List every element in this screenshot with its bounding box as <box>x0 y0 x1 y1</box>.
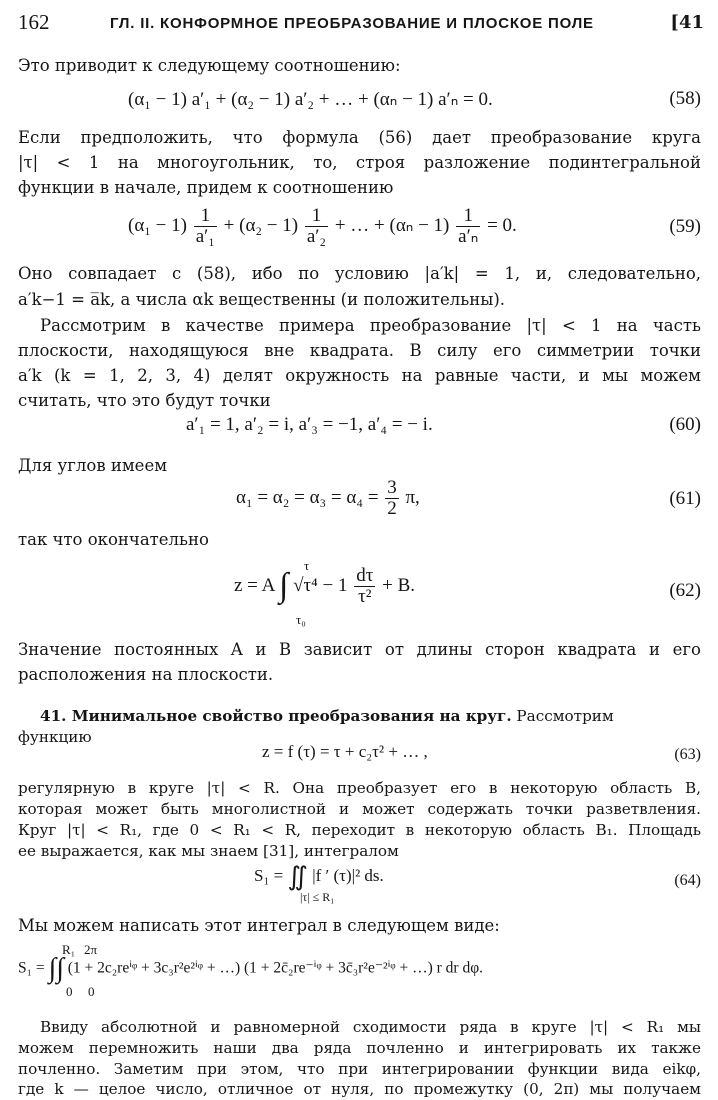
fraction-denominator: a′₁ <box>195 225 215 247</box>
text-line: a′k−1 = a̅k, а числа αk вещественны (и положительны). <box>18 290 506 309</box>
fraction-numerator: dτ <box>356 565 374 586</box>
fraction <box>354 566 375 607</box>
fraction <box>456 206 480 247</box>
equation-number-60: (60) <box>669 414 701 435</box>
equation-number-59: (59) <box>669 216 701 237</box>
eq65-body: (1 + 2c₂reⁱᵠ + 3c₃r²e²ⁱᵠ + …) (1 + 2c̄₂re⁻ⁱᵠ + 3c̄₃r²e⁻²ⁱᵠ + …) r dr dφ. <box>67 959 484 977</box>
eq64-part: |f ′ (τ)|² ds. <box>312 865 384 885</box>
section-marker: [41 <box>670 12 704 33</box>
eq65-part: S₁ = <box>18 959 45 977</box>
equation-65 <box>18 955 483 983</box>
text-line: расположения на плоскости. <box>18 665 274 684</box>
integral-lower-limit: 0 <box>88 984 95 999</box>
equation-61 <box>236 478 420 519</box>
text-line: Для углов имеем <box>18 456 168 475</box>
fraction-denominator: a′ₙ <box>458 225 479 247</box>
integral-lower-limit: τ₀ <box>296 612 306 627</box>
running-title: ГЛ. II. КОНФОРМНОЕ ПРЕОБРАЗОВАНИЕ И ПЛОСКОЕ ПОЛЕ <box>110 15 594 32</box>
eq62-part: z = A <box>234 574 275 596</box>
text-line: Если предположить, что формула (56) дает преобразование круга <box>18 128 701 147</box>
heading-rest: Рассмотрим <box>511 707 614 725</box>
equation-62 <box>234 566 415 607</box>
text-line: Оно совпадает с (58), ибо по условию |a′k| = 1, и, следовательно, <box>18 264 701 283</box>
equation-58: (α₁ − 1) a′₁ + (α₂ − 1) a′₂ + … + (αₙ − 1) a′ₙ = 0. <box>128 89 493 110</box>
section-heading <box>40 707 701 725</box>
equation-number-58: (58) <box>669 88 701 109</box>
text-line: Рассмотрим в качестве примера преобразование |τ| < 1 на часть <box>40 316 701 335</box>
text-line: Ввиду абсолютной и равномерной сходимости ряда в круге |τ| < R₁ мы <box>40 1018 701 1036</box>
fraction-numerator: 3 <box>387 477 397 498</box>
fraction <box>385 478 399 519</box>
integral-sign: ∫ <box>56 953 64 984</box>
eq61-part: π, <box>405 486 420 508</box>
text-line: |τ| < 1 на многоугольник, то, строя разложение подинтегральной <box>18 153 701 172</box>
integral-region: |τ| ≤ R₁ <box>300 890 335 904</box>
fraction-numerator: 1 <box>456 206 480 227</box>
fraction-numerator: 1 <box>194 206 217 227</box>
sqrt-expression: √τ⁴ − 1 <box>293 574 348 596</box>
text-line: регулярную в круге |τ| < R. Она преобразует его в некоторую область B, <box>18 779 701 797</box>
text-line: плоскости, находящуюся вне квадрата. В силу его симметрии точки <box>18 341 701 360</box>
integral-upper-limit: 2π <box>84 942 98 957</box>
text-line: можем перемножить наши два ряда почленно и интегрировать их также <box>18 1039 701 1057</box>
text-line: где k — целое число, отличное от нуля, по промежутку (0, 2π) мы получаем <box>18 1080 701 1098</box>
text-line: Круг |τ| < R₁, где 0 < R₁ < R, переходит в некоторую область B₁. Площадь <box>18 821 701 839</box>
equation-number-62: (62) <box>669 580 701 601</box>
text-line: функции в начале, придем к соотношению <box>18 178 394 197</box>
equation-64 <box>254 864 384 890</box>
equation-63: z = f (τ) = τ + c₂τ² + … , <box>262 742 428 761</box>
text-line: Мы можем написать этот интеграл в следующем виде: <box>18 916 500 935</box>
running-header <box>18 10 704 40</box>
eq64-part: S₁ = <box>254 865 284 885</box>
text-line: a′k (k = 1, 2, 3, 4) делят окружность на равные части, и мы можем <box>18 366 701 385</box>
section-title: 41. Минимальное свойство преобразования на круг. <box>40 707 512 725</box>
double-integral-sign: ∬ <box>287 862 308 891</box>
equation-number-61: (61) <box>669 488 701 509</box>
page-number: 162 <box>18 10 50 34</box>
equation-number-63: (63) <box>674 746 701 763</box>
integral-upper-limit: R₁ <box>62 942 76 957</box>
fraction <box>305 206 328 247</box>
eq62-part: + B. <box>382 574 416 596</box>
fraction-denominator: 2 <box>387 497 397 519</box>
text-line: так что окончательно <box>18 530 209 549</box>
integral-lower-limit: 0 <box>66 984 73 999</box>
eq59-part: + … + (αₙ − 1) <box>334 214 450 236</box>
integral-sign: ∫ <box>48 953 57 984</box>
eq61-part: α₁ = α₂ = α₃ = α₄ = <box>236 486 379 508</box>
fraction-denominator: a′₂ <box>306 225 327 247</box>
text-line: ее выражается, как мы знаем [31], интегралом <box>18 842 399 860</box>
equation-number-64: (64) <box>674 872 701 889</box>
text-line: функцию <box>18 728 92 746</box>
integral-upper-limit: τ <box>304 558 310 573</box>
equation-60: a′₁ = 1, a′₂ = i, a′₃ = −1, a′₄ = − i. <box>186 414 433 435</box>
equation-59 <box>128 206 517 247</box>
text-line: почленно. Заметим при этом, что при интегрировании функции вида eikφ, <box>18 1060 701 1078</box>
eq59-part: (α₁ − 1) <box>128 214 187 236</box>
fraction-numerator: 1 <box>305 206 328 227</box>
eq59-part: = 0. <box>487 214 517 236</box>
text-line: Это приводит к следующему соотношению: <box>18 56 401 75</box>
text-line: которая может быть многолистной и может содержать точки разветвления. <box>18 800 701 818</box>
text-line: Значение постоянных A и B зависит от длины сторон квадрата и его <box>18 640 701 659</box>
fraction-denominator: τ² <box>358 585 372 607</box>
eq59-part: + (α₂ − 1) <box>223 214 299 236</box>
integral-sign: ∫ <box>279 567 289 605</box>
text-line: считать, что это будут точки <box>18 391 271 410</box>
fraction <box>194 206 217 247</box>
